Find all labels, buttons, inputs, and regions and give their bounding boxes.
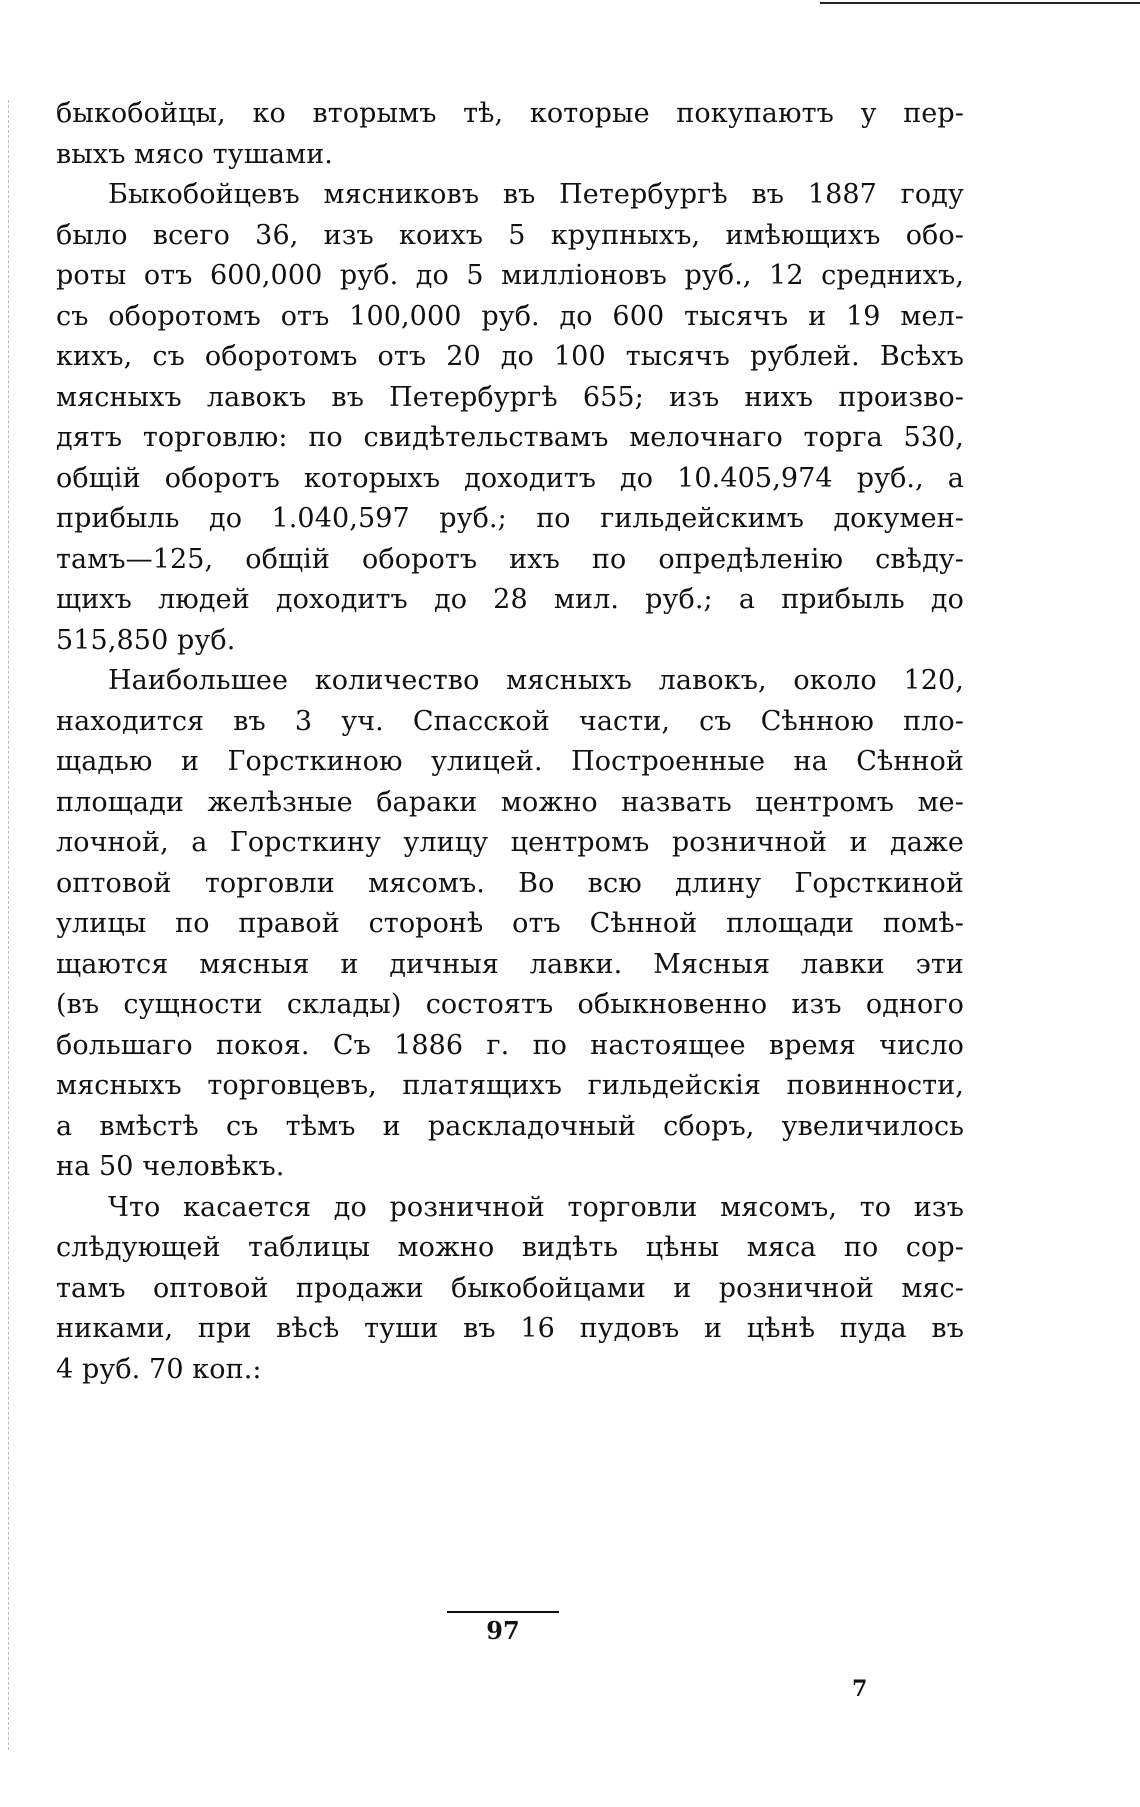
paragraph: [56, 94, 964, 175]
binding-edge: [8, 100, 10, 1750]
signature-mark: 7: [852, 1676, 868, 1702]
paragraph: [56, 1188, 964, 1391]
text-line: 515,850 руб.: [56, 624, 236, 656]
text-line: Что касается до розничной торговли мясомъ, то изъ: [108, 1191, 964, 1223]
text-line: оптовой торговли мясомъ. Во всю длину Горсткиной: [56, 867, 964, 899]
text-line: никами, при вѣсѣ туши въ 16 пудовъ и цѣнѣ пуда въ: [56, 1313, 964, 1344]
text-line: щихъ людей доходитъ до 28 мил. руб.; а прибыль до: [56, 584, 964, 615]
text-line: щаются мясныя и дичныя лавки. Мясныя лавки эти: [56, 948, 964, 980]
text-line: на 50 человѣкъ.: [56, 1151, 285, 1182]
text-line: тамъ оптовой продажи быкобойцами и розничной мяс-: [56, 1272, 964, 1304]
paragraph: [56, 175, 964, 661]
text-line: дятъ торговлю: по свидѣтельствамъ мелочнаго торга 530,: [56, 422, 964, 453]
text-line: съ оборотомъ отъ 100,000 руб. до 600 тысячъ и 19 мел-: [56, 300, 964, 332]
footer-rule: [447, 1611, 559, 1613]
text-line: площади желѣзные бараки можно назвать центромъ ме-: [56, 786, 964, 818]
text-line: мясныхъ лавокъ въ Петербургѣ 655; изъ нихъ произво-: [56, 381, 964, 413]
text-line: выхъ мясо тушами.: [56, 138, 333, 170]
text-line: прибыль до 1.040,597 руб.; по гильдейскимъ докумен-: [56, 503, 964, 534]
text-line: тамъ—125, общій оборотъ ихъ по опредѣленію свѣду-: [56, 543, 964, 575]
paragraph: [56, 661, 964, 1188]
text-line: (въ сущности склады) состоятъ обыкновенно изъ одного: [56, 989, 964, 1020]
text-line: общій оборотъ которыхъ доходитъ до 10.405,974 руб., а: [56, 462, 964, 494]
text-line: кихъ, съ оборотомъ отъ 20 до 100 тысячъ рублей. Всѣхъ: [56, 341, 964, 372]
text-line: Наибольшее количество мясныхъ лавокъ, около 120,: [108, 665, 964, 696]
top-edge-rule: [820, 2, 1140, 4]
text-line: большаго покоя. Съ 1886 г. по настоящее время число: [56, 1029, 964, 1061]
text-line: роты отъ 600,000 руб. до 5 милліоновъ руб., 12 среднихъ,: [56, 260, 964, 291]
text-line: а вмѣстѣ съ тѣмъ и раскладочный сборъ, увеличилось: [56, 1110, 964, 1142]
text-line: улицы по правой сторонѣ отъ Сѣнной площади помѣ-: [56, 908, 964, 939]
text-line: Быкобойцевъ мясниковъ въ Петербургѣ въ 1887 году: [108, 179, 964, 210]
body-text: [56, 94, 964, 1390]
text-line: 4 руб. 70 коп.:: [56, 1353, 262, 1385]
text-line: лочной, а Горсткину улицу центромъ розничной и даже: [56, 827, 964, 858]
text-line: было всего 36, изъ коихъ 5 крупныхъ, имѣющихъ обо-: [56, 219, 964, 251]
text-line: слѣдующей таблицы можно видѣть цѣны мяса по сор-: [56, 1232, 964, 1263]
page-number: 97: [486, 1616, 520, 1645]
text-line: щадью и Горсткиною улицей. Построенные на Сѣнной: [56, 746, 964, 777]
text-line: мясныхъ торговцевъ, платящихъ гильдейскія повинности,: [56, 1070, 964, 1101]
text-line: находится въ 3 уч. Спасской части, съ Сѣнною пло-: [56, 705, 964, 737]
text-line: быкобойцы, ко вторымъ тѣ, которые покупаютъ у пер-: [56, 98, 964, 129]
